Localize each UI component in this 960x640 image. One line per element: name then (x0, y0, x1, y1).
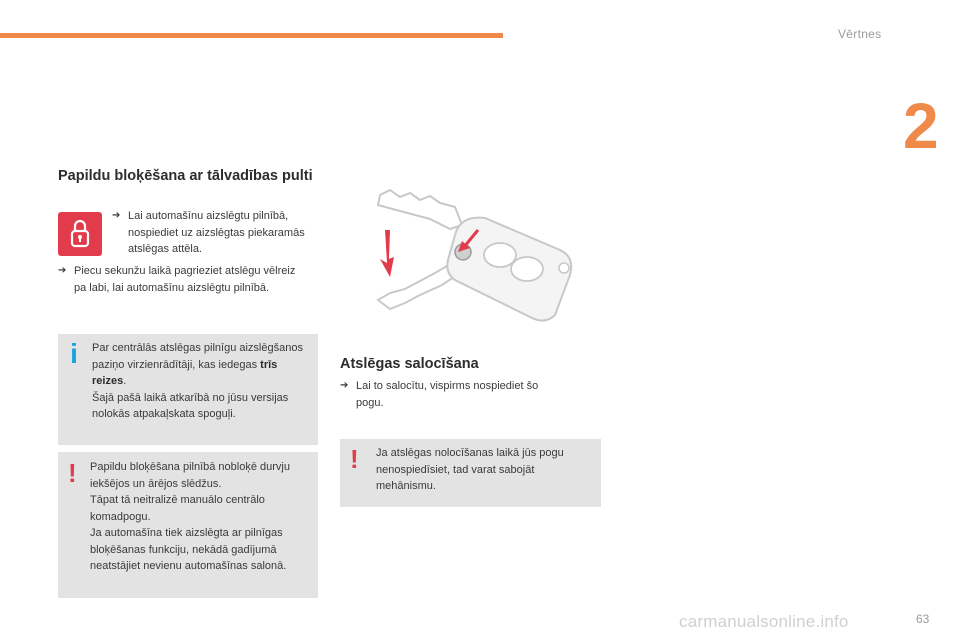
bullet-press-lock (112, 208, 322, 258)
warning-paragraph-3: Ja automašīna tiek aizslēgta ar pilnīgas bloķēšanas funkciju, nekādā gadījumā neatstājiet nevienu automašīnas salonā. (90, 527, 287, 572)
bullet-arrow-icon: ➔ (340, 380, 349, 391)
warning-icon: ! (68, 458, 77, 488)
chapter-number: 2 (903, 90, 939, 162)
page-number: 63 (916, 612, 930, 626)
warning-text-folding: Ja atslēgas nolocīšanas laikā jūs pogu nenospiedīsiet, tad varat sabojāt mehānismu. (376, 447, 564, 492)
bullet-arrow-icon: ➔ (58, 265, 67, 276)
bullet-fold-key (340, 378, 590, 411)
warning-paragraph-1: Papildu bloķēšana pilnībā nobloķē durvju iekšējos un ārējos slēdžus. (90, 461, 290, 490)
section-title: Vērtnes (838, 27, 882, 41)
bullet-arrow-icon: ➔ (112, 210, 121, 221)
top-accent-bar (0, 33, 503, 38)
bullet-text: Piecu sekunžu laikā pagrieziet atslēgu vēlreiz pa labi, lai automašīnu aizslēgtu pilnībā. (74, 265, 296, 294)
bullet-text: Lai to salocītu, vispirms nospiediet šo pogu. (356, 380, 539, 409)
bullet-text: Lai automašīnu aizslēgtu pilnībā, nospiediet uz aizslēgtas piekaramās atslēgas attēla. (128, 210, 305, 255)
info-text (92, 340, 314, 423)
info-text-line1: Par centrālās atslēgas pilnīgu aizslēgšanos paziņo virzienrādītāji, kas iedegas (92, 342, 303, 371)
info-text-line2: Šajā pašā laikā atkarībā no jūsu versijas nolokās atpakaļskata spoguļi. (92, 391, 289, 420)
info-text-period: . (123, 375, 127, 387)
bullet-turn-key (58, 263, 318, 296)
watermark: carmanualsonline.info (679, 612, 849, 631)
info-text-bold: trīs reizes (92, 358, 278, 387)
key-folding-illustration (360, 185, 590, 325)
warning-icon: ! (350, 444, 359, 474)
heading-remote-deadlock: Papildu bloķēšana ar tālvadības pulti (58, 168, 313, 184)
lock-icon (58, 212, 102, 256)
warning-text-deadlock (90, 459, 316, 575)
info-icon: i (70, 338, 78, 369)
warning-paragraph-2: Tāpat tā neitralizē manuālo centrālo komadpogu. (90, 494, 265, 523)
heading-key-folding: Atslēgas salocīšana (340, 356, 479, 372)
